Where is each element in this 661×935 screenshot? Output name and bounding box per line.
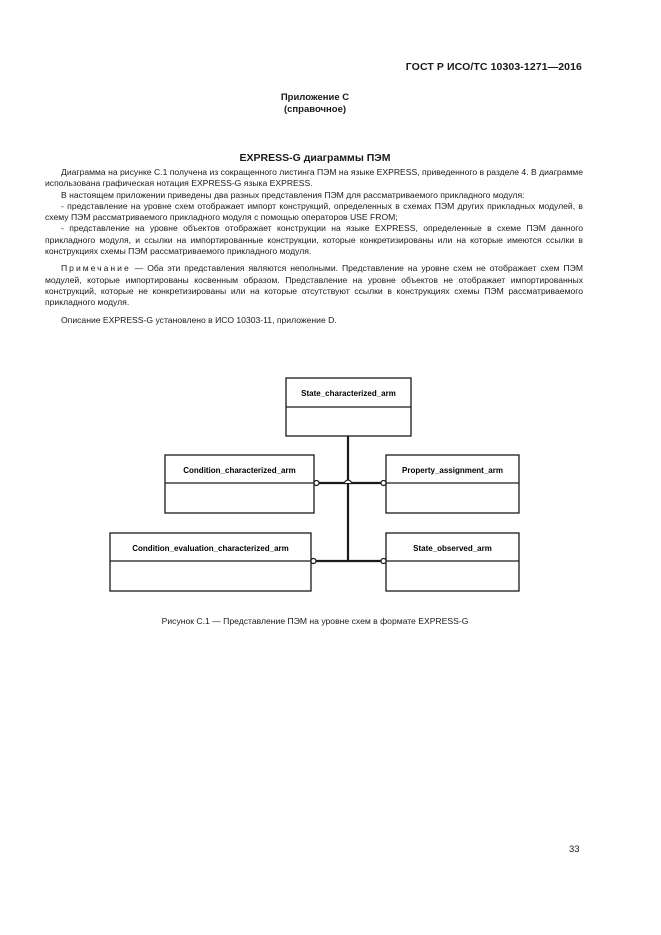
line-crossing-hop xyxy=(344,480,352,483)
annex-title: Приложение С xyxy=(280,92,350,103)
paragraph-3: - представление на уровне схем отображает импорт конструкций, определенных в схемах ПЭМ других прикладных модулей, в схему ПЭМ рассматриваемого прикладного модуля с помощью операторов USE FROM; xyxy=(45,200,583,223)
document-code: ГОСТ Р ИСО/ТС 10303-1271—2016 xyxy=(405,61,582,73)
box-left-upper xyxy=(165,455,314,513)
label-state-observed: State_observed_arm xyxy=(413,544,492,553)
section-title: EXPRESS-G диаграммы ПЭМ xyxy=(239,152,391,164)
figure-caption: Рисунок С.1 — Представление ПЭМ на уровне схем в формате EXPRESS-G xyxy=(161,616,469,626)
box-right-lower xyxy=(386,533,519,591)
note-text: — Оба эти представления являются неполными. Представление на уровне схем не отображает схем ПЭМ модулей, которые импортированы косвенным образом. Представление на уровне объектов не отображает импортированных конструкций, которые не конкретизированы или на которые отсутствуют ссылки в конструкциях схемы ПЭМ рассматриваемого прикладного модуля. xyxy=(45,263,583,308)
paragraph-5: Описание EXPRESS-G установлено в ИСО 10303-11, приложение D. xyxy=(61,314,337,325)
annex-type: (справочное) xyxy=(283,104,347,115)
box-right-upper xyxy=(386,455,519,513)
box-left-lower xyxy=(110,533,311,591)
connector-lines xyxy=(315,436,382,561)
paragraph-4: - представление на уровне объектов отображает конструкции на языке EXPRESS, определенные в схеме ПЭМ данного прикладного модуля, и ссылки на импортированные конструкции, которые конкретизированы или на которые имеются ссылки в конструкциях схемы ПЭМ рассматриваемого прикладного модуля. xyxy=(45,223,583,257)
label-condition-evaluation: Condition_evaluation_characterized_arm xyxy=(132,544,289,553)
note-label: Примечание xyxy=(61,263,131,274)
paragraph-2: В настоящем приложении приведены два разных представления ПЭМ для рассматриваемого прикладного модуля: xyxy=(61,189,525,200)
label-condition-characterized: Condition_characterized_arm xyxy=(183,466,296,475)
label-state-characterized: State_characterized_arm xyxy=(301,389,396,398)
page-number: 33 xyxy=(569,844,580,855)
paragraph-1: Диаграмма на рисунке С.1 получена из сокращенного листинга ПЭМ на языке EXPRESS, приведенного в разделе 4. В диаграмме использована графическая нотация EXPRESS-G языка EXPRESS. xyxy=(45,167,583,189)
label-property-assignment: Property_assignment_arm xyxy=(402,466,503,475)
